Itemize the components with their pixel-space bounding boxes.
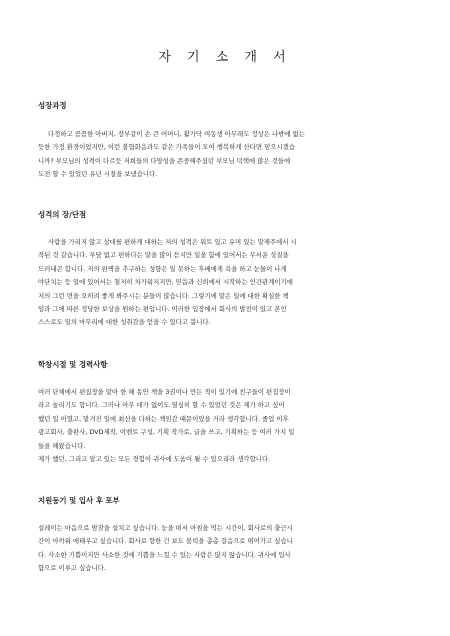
body-line: 임과 그에 따른 정당한 보상을 원하는 편입니다. 이러한 입장에서 회사의 발전이 있고 본인 — [38, 305, 287, 314]
document-title: 자 기 소 개 서 — [158, 50, 292, 65]
body-line: 라고 놀리기도 합니다. 그러나 아무 대가 없이도 열심히 할 수 있었던 것은 제가 하고 싶어 — [38, 401, 285, 410]
body-line: 드러내곤 합니다. 저의 완벽을 추구하는 성향은 일 못하는 후배에게 욕을 하고 눈물이 나게 — [38, 264, 287, 273]
body-line: 했던 일 이였고, 맡겨진 일에 최선을 다하는 책임감 때문이었을 거라 생각합니다. 졸업 이후 — [38, 414, 289, 423]
body-line: 들을 해왔습니다. — [38, 441, 86, 450]
body-line: 다. 사소한 기쁨이지만 사소한 것에 기쁨을 느낄 수 있는 사람은 많지 않습니다. 귀사에 입사 — [38, 550, 291, 559]
body-line: 다정하고 꼼꼼한 아버지, 장부같이 손 큰 어머니, 활가닥 여동생 아무래도 정상은 나밖에 없는 — [48, 130, 305, 138]
section-heading-growth: 성장과정 — [38, 101, 67, 110]
section-heading-education-career: 학창시절 및 경력사항 — [38, 360, 108, 369]
body-line: 함으로 이루고 싶습니다. — [38, 564, 106, 573]
body-line: 스스로도 일의 마무리에 대한 성취감을 얻을 수 있다고 봅니다. — [38, 318, 211, 327]
body-line: 사람을 가리지 않고 상대를 편하게 대하는 저의 성격은 워트 있고 유머 있는 말재주에서 시 — [48, 238, 297, 246]
body-line: 듯한 가정 환경이었지만, 이런 불협화음과도 같은 가족들이 모여 행복하게 산다면 믿으시겠습 — [38, 143, 295, 152]
section-body-growth — [38, 128, 416, 182]
body-line: 설레이는 마음으로 밤잠을 설치고 싶습니다. 눈을 떠서 아침을 먹는 시간이, 회사로의 출근시 — [38, 524, 293, 532]
body-line: 도전 할 수 있었던 유년 시절을 보냈습니다. — [38, 170, 158, 179]
section-heading-personality: 성격의 장/단점 — [38, 210, 87, 219]
body-line: 광고회사, 출판사, DVD제작, 이벤트 구성, 기획 작가로, 글을 쓰고, 기획하는 등 여러 가지 일 — [38, 428, 295, 437]
body-line: 야단치는 등 일에 있어서는 철저히 차가워지지만, 믿음과 신뢰에서 시작하는 인간관계이기에 — [38, 278, 293, 287]
body-line: 간이 아까워 애태우고 싶습니다. 회사로 향한 긴 보도 블럭을 총총 걸음으로 뛰어가고 싶습니 — [38, 537, 293, 546]
section-body-personality — [38, 236, 416, 330]
body-line: 저의 그런 면을 오히려 좋게 봐주시는 분들이 많습니다. 그렇기에 맡은 일에 대한 확실한 책 — [38, 291, 289, 300]
section-body-motivation — [38, 522, 416, 576]
section-heading-motivation: 지원동기 및 입사 후 포부 — [38, 496, 120, 505]
section-body-education-career — [38, 386, 416, 466]
body-line: 작된 것 같습니다. 부담 없고 편하다는 말을 많이 듣지만 일을 함에 있어서는 무서운 성질을 — [38, 251, 289, 260]
body-line: 니까? 부모님의 성격이 다르듯 저희들의 다양성을 존중해주셨던 부모님 덕택에 많은 것들에 — [38, 156, 291, 165]
body-line: 여러 단체에서 편집장을 맡아 한 해 동안 책을 3권이나 만든 적이 있기에 친구들이 편집장이 — [38, 388, 291, 396]
body-line: 제가 했던, 그리고 알고 있는 모든 경험이 귀사에 도움이 될 수 있으리라 생각합니다. — [38, 455, 271, 464]
